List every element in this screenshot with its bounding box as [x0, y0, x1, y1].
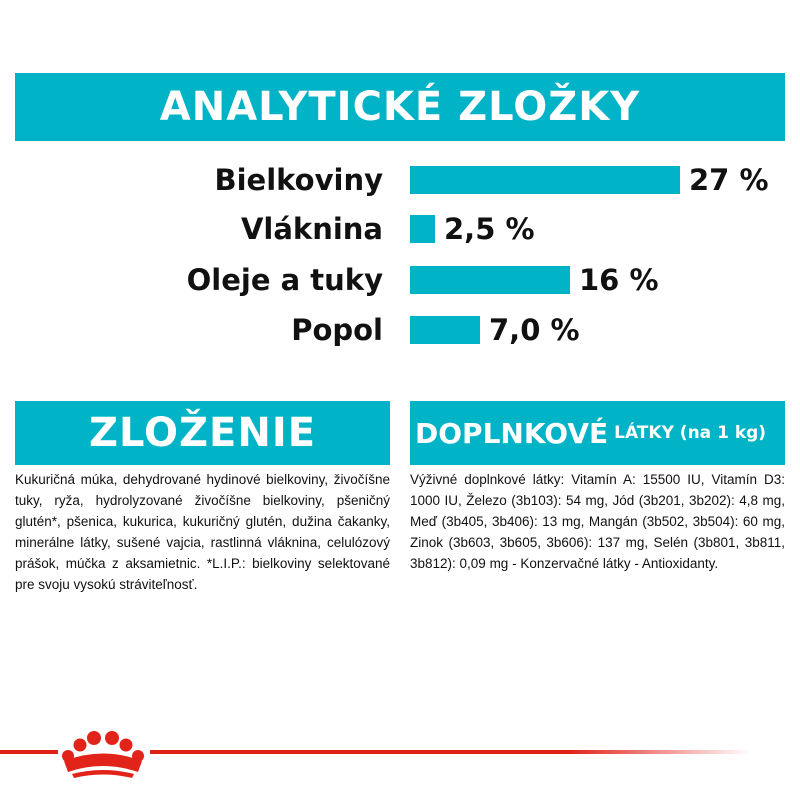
- nutrient-label: Vláknina: [240, 212, 383, 246]
- nutrient-label: Popol: [291, 313, 383, 347]
- nutrient-value: 2,5 %: [444, 212, 535, 246]
- nutrient-bar: [410, 215, 435, 243]
- analytics-title: ANALYTICKÉ ZLOŽKY: [159, 84, 641, 130]
- nutrient-row: [0, 209, 800, 249]
- nutrient-row: [0, 160, 800, 200]
- nutrient-label: Oleje a tuky: [186, 263, 383, 297]
- composition-heading: ZLOŽENIE: [88, 410, 317, 456]
- additives-text: Výživné doplnkové látky: Vitamín A: 15500 IU, Vitamín D3: 1000 IU, Železo (3b103): 54 mg, Jód (3b201, 3b202): 4,8 mg, Meď (3b405, 3b406): 13 mg, Mangán (3b502, 3b504): 60 mg, Zinok (3b603, 3b605, 3b606): 137 mg, Selén (3b801, 3b811, 3b812): 0,09 mg - Konzervačné látky - Antioxidanty.: [410, 472, 785, 571]
- additives-subheading: LÁTKY (na 1 kg): [614, 423, 767, 443]
- nutrient-value: 27 %: [689, 163, 769, 197]
- nutrient-bar: [410, 266, 570, 294]
- nutrient-bar: [410, 316, 480, 344]
- nutrient-value: 7,0 %: [489, 313, 580, 347]
- additives-heading: DOPLNKOVÉ: [415, 416, 609, 450]
- royal-canin-crown-icon: [58, 728, 148, 782]
- footer-line-left: [0, 750, 58, 754]
- nutrient-row: [0, 310, 800, 350]
- nutrient-value: 16 %: [579, 263, 659, 297]
- nutrient-bar: [410, 166, 680, 194]
- composition-text: Kukuričná múka, dehydrované hydinové bielkoviny, živočíšne tuky, ryža, hydrolyzované živočíšne bielkoviny, pšeničný glutén*, pšenica, kukurica, kukuričný glutén, dužina čakanky, minerálne látky, sušené vajcia, rastlinná vláknina, celulózový prášok, múčka z aksamietnic. *L.I.P.: bielkoviny selektované pre svoju vysokú stráviteľnosť.: [15, 472, 390, 592]
- analytics-title-banner: [15, 73, 785, 141]
- nutrient-label: Bielkoviny: [214, 163, 383, 197]
- composition-banner: [15, 401, 390, 465]
- additives-banner: [410, 401, 785, 465]
- footer-line-right: [150, 750, 750, 754]
- nutrient-row: [0, 260, 800, 300]
